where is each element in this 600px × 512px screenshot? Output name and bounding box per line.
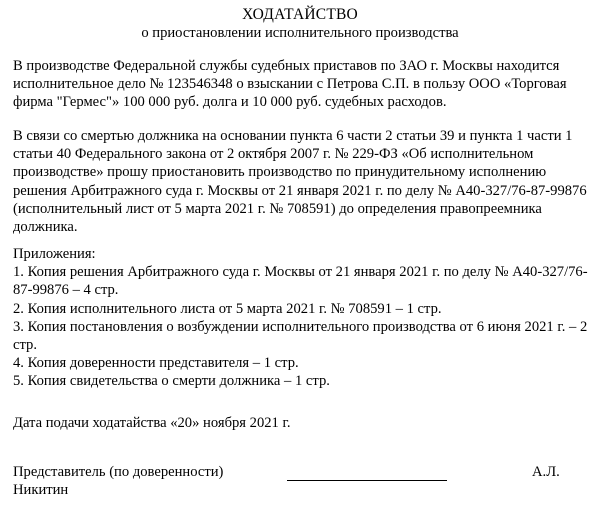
signature-surname: Никитин	[13, 482, 69, 498]
document-title: ХОДАТАЙСТВО	[242, 6, 358, 23]
attachments-heading: Приложения:	[13, 246, 96, 262]
attachment-item: 5. Копия свидетельства о смерти должника – 1 стр.	[13, 373, 330, 390]
paragraph-line: (исполнительный лист от 5 марта 2021 г. № 708591) до определения правопреемника	[13, 200, 542, 217]
signature-block	[13, 464, 595, 504]
paragraph-request	[13, 127, 595, 236]
paragraph-case-info	[13, 57, 595, 112]
signature-line	[287, 480, 447, 481]
date-line: Дата подачи ходатайства «20» ноября 2021 г.	[13, 415, 291, 431]
paragraph-line: В связи со смертью должника на основании пункта 6 части 2 статьи 39 и пункта 1 части 1	[13, 128, 573, 144]
signature-initials: А.Л.	[532, 464, 560, 480]
paragraph-line: должника.	[13, 219, 78, 236]
attachment-item: 2. Копия исполнительного листа от 5 марта 2021 г. № 708591 – 1 стр.	[13, 300, 442, 317]
paragraph-line: фирма "Гермес"» 100 000 руб. долга и 10 000 руб. судебных расходов.	[13, 94, 447, 111]
attachment-item: 4. Копия доверенности представителя – 1 стр.	[13, 355, 299, 372]
paragraph-line: В производстве Федеральной службы судебных приставов по ЗАО г. Москвы находится	[13, 58, 560, 74]
attachment-item: 3. Копия постановления о возбуждении исполнительного производства от 6 июня 2021 г. – 2	[13, 318, 588, 335]
attachment-item: стр.	[13, 337, 37, 354]
paragraph-line: решения Арбитражного суда г. Москвы от 21 января 2021 г. по делу № А40-327/76-87-99876	[13, 182, 587, 199]
paragraph-line: производстве» прошу приостановить производство по принудительному исполнению	[13, 164, 547, 181]
attachment-item: 87-99876 – 4 стр.	[13, 282, 119, 299]
paragraph-line: исполнительное дело № 123546348 о взыскании с Петрова С.П. в пользу ООО «Торговая	[13, 76, 567, 93]
paragraph-line: статьи 40 Федерального закона от 2 октября 2007 г. № 229-ФЗ «Об исполнительном	[13, 146, 534, 163]
submission-date	[13, 414, 595, 432]
document-subtitle: о приостановлении исполнительного производства	[141, 25, 459, 41]
signature-role: Представитель (по доверенности)	[13, 464, 224, 480]
attachment-item: 1. Копия решения Арбитражного суда г. Москвы от 21 января 2021 г. по делу № А40-327/76-	[13, 264, 588, 281]
attachments-section	[13, 245, 595, 391]
